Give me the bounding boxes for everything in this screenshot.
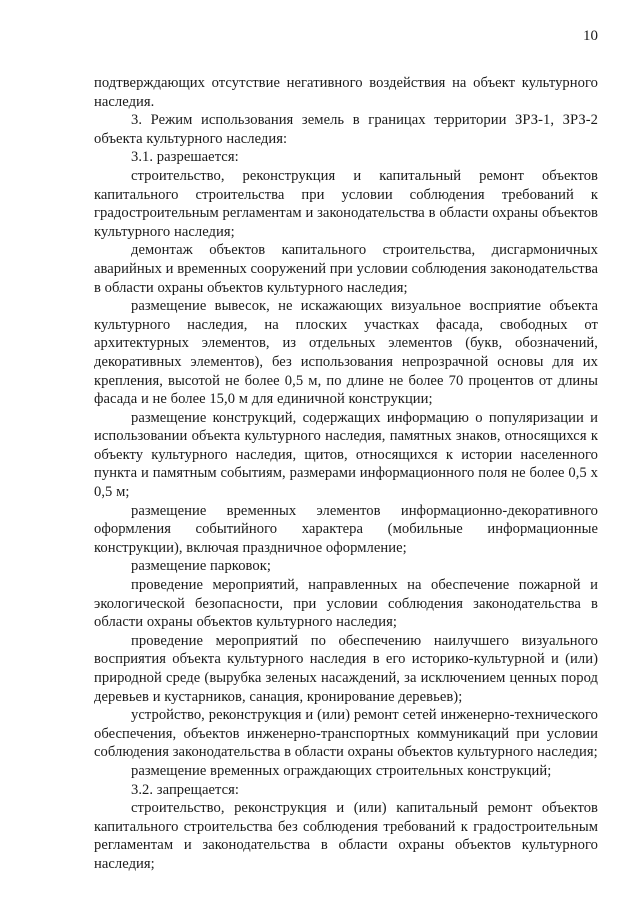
page-number: 10 — [583, 28, 598, 44]
list-item: размещение парковок; — [131, 558, 271, 575]
subsection-3-2-heading: 3.2. запрещается: — [131, 781, 240, 798]
list-item: размещение временных элементов информационно-декоративного оформления событийного характера (мобильные информационные конструкции), включая праздничное оформление; — [94, 502, 598, 556]
list-item: проведение мероприятий, направленных на обеспечение пожарной и экологической безопасности, при условии соблюдения законодательства в области охраны объектов культурного наследия; — [94, 577, 598, 631]
list-item: размещение конструкций, содержащих информацию о популяризации и использовании объекта культурного наследия, памятных знаков, относящихся к объекту культурного наследия, щитов, относящихся к истории населенного пункта и памятным событиям, размерами информационного поля не более 0,5 х 0,5 м; — [94, 409, 598, 501]
document-body — [94, 74, 598, 874]
list-item: проведение мероприятий по обеспечению наилучшего визуального восприятия объекта культурного наследия в его историко-культурной и (или) природной среде (вырубка зеленых насаждений, за исключением ценных пород деревьев и кустарников, санация, кронирование деревьев); — [94, 632, 598, 705]
subsection-3-1-heading: 3.1. разрешается: — [131, 149, 239, 166]
paragraph-continuation: подтверждающих отсутствие негативного воздействия на объект культурного наследия. — [94, 75, 598, 110]
list-item: размещение временных ограждающих строительных конструкций; — [131, 762, 552, 779]
list-item: размещение вывесок, не искажающих визуальное восприятие объекта культурного наследия, на плоских участках фасада, свободных от архитектурных элементов, из отдельных элементов (букв, обозначений, декоративных элементов), без использования непрозрачной основы для их крепления, высотой не более 0,5 м, по длине не более 70 процентов от длины фасада и не более 15,0 м для единичной конструкции; — [94, 298, 598, 408]
list-item: демонтаж объектов капитального строительства, дисгармоничных аварийных и временных сооружений при условии соблюдения законодательства в области охраны объектов культурного наследия; — [94, 242, 598, 296]
section-3-heading: 3. Режим использования земель в границах территории ЗРЗ-1, ЗРЗ-2 объекта культурного наследия: — [94, 112, 598, 147]
list-item: строительство, реконструкция и капитальный ремонт объектов капитального строительства при условии соблюдения требований к градостроительным регламентам и законодательства в области охраны объектов культурного наследия; — [94, 167, 598, 240]
list-item: устройство, реконструкция и (или) ремонт сетей инженерно-технического обеспечения, объектов инженерно-транспортных коммуникаций при условии соблюдения законодательства в области охраны объектов культурного наследия; — [94, 707, 598, 761]
list-item: строительство, реконструкция и (или) капитальный ремонт объектов капитального строительства без соблюдения требований к градостроительным регламентам и законодательства в области охраны объектов культурного наследия; — [94, 800, 598, 872]
